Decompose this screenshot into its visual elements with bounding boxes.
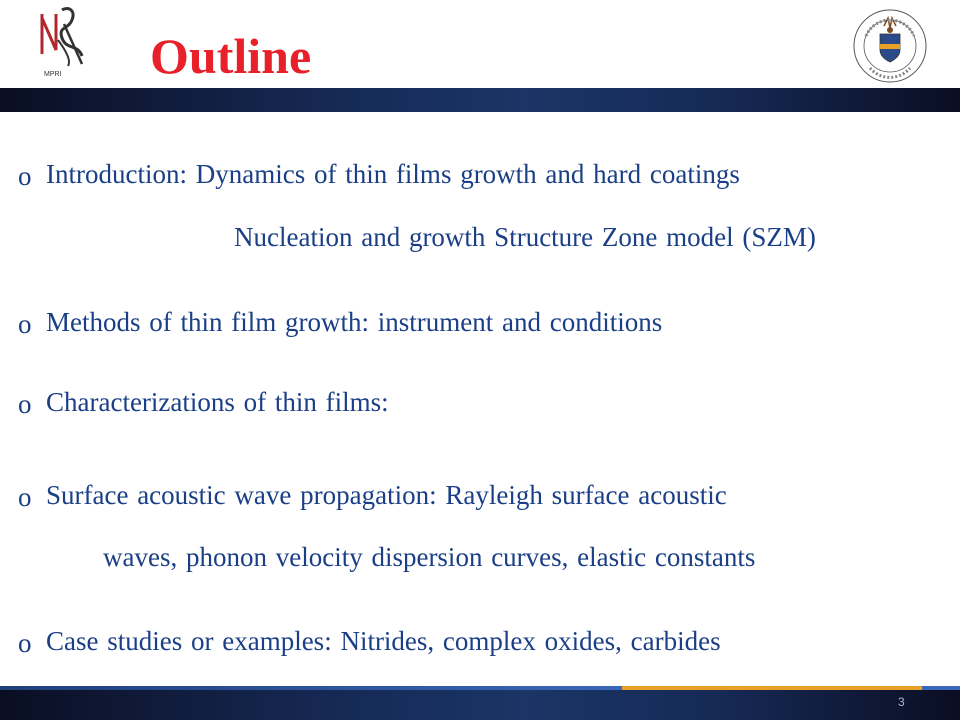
bullet-marker: o xyxy=(18,309,32,339)
bullet-marker: o xyxy=(18,161,32,191)
bullet-1-line-2: Nucleation and growth Structure Zone model (SZM) xyxy=(234,222,816,252)
university-crest-logo xyxy=(848,6,932,84)
bullet-5-line-1: Case studies or examples: Nitrides, complex oxides, carbides xyxy=(46,626,721,656)
bullet-marker: o xyxy=(18,482,32,512)
bullet-4-line-2: waves, phonon velocity dispersion curves, elastic constants xyxy=(103,542,756,572)
footer-band xyxy=(0,690,960,720)
mpri-logo xyxy=(28,4,102,80)
bullet-3-line-1: Characterizations of thin films: xyxy=(46,387,389,417)
bullet-marker: o xyxy=(18,628,32,658)
header-band xyxy=(0,88,960,112)
bullet-2-line-1: Methods of thin film growth: instrument and conditions xyxy=(46,307,663,337)
bullet-1-line-1: Introduction: Dynamics of thin films growth and hard coatings xyxy=(46,159,740,189)
page-number: 3 xyxy=(898,695,905,709)
bullet-marker: o xyxy=(18,389,32,419)
bullet-4-line-1: Surface acoustic wave propagation: Rayleigh surface acoustic xyxy=(46,480,727,510)
slide-title: Outline xyxy=(150,28,312,84)
mpri-caption: MPRI xyxy=(44,71,62,78)
